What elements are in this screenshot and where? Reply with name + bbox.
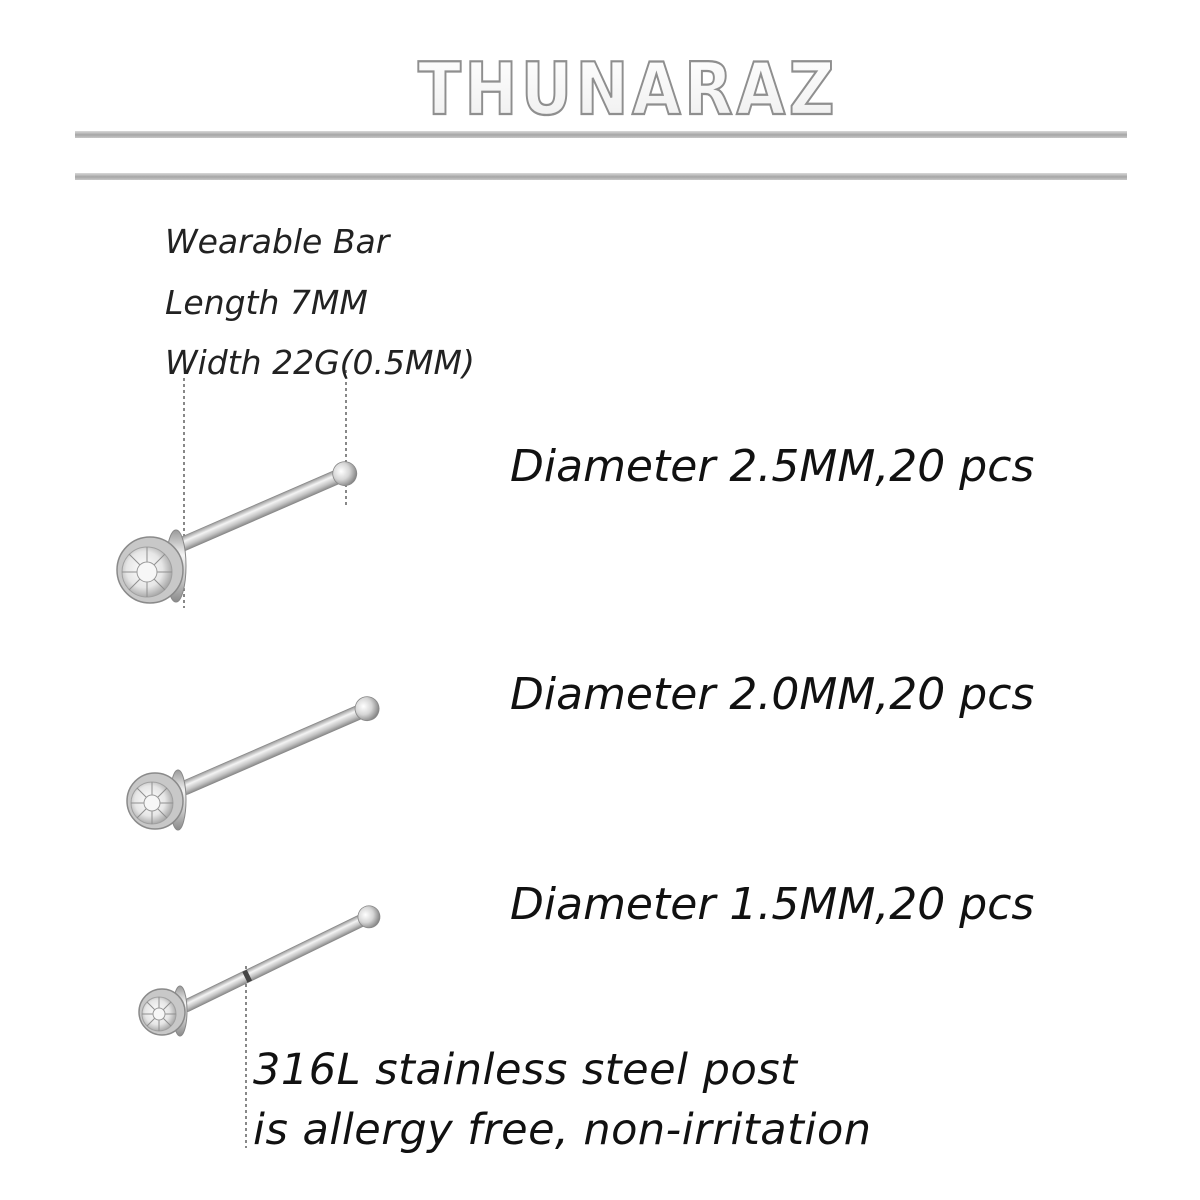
- spec-width: Width 22G(0.5MM): [165, 343, 475, 382]
- material-note-line-2: is allergy free, non-irritation: [253, 1105, 872, 1155]
- material-note-line-1: 316L stainless steel post: [253, 1045, 798, 1095]
- brand-logo-text: THUNARAZ: [418, 48, 838, 128]
- nose-stud-2-0mm: [127, 693, 383, 830]
- spec-length: Length 7MM: [165, 283, 368, 322]
- size-label-2-5mm: Diameter 2.5MM,20 pcs: [510, 441, 1035, 492]
- nose-stud-1-5mm: [139, 902, 384, 1036]
- size-label-1-5mm: Diameter 1.5MM,20 pcs: [510, 879, 1035, 930]
- spec-wearable-bar: Wearable Bar: [165, 222, 390, 261]
- nose-stud-2-5mm: [117, 458, 361, 603]
- size-label-2-0mm: Diameter 2.0MM,20 pcs: [510, 669, 1035, 720]
